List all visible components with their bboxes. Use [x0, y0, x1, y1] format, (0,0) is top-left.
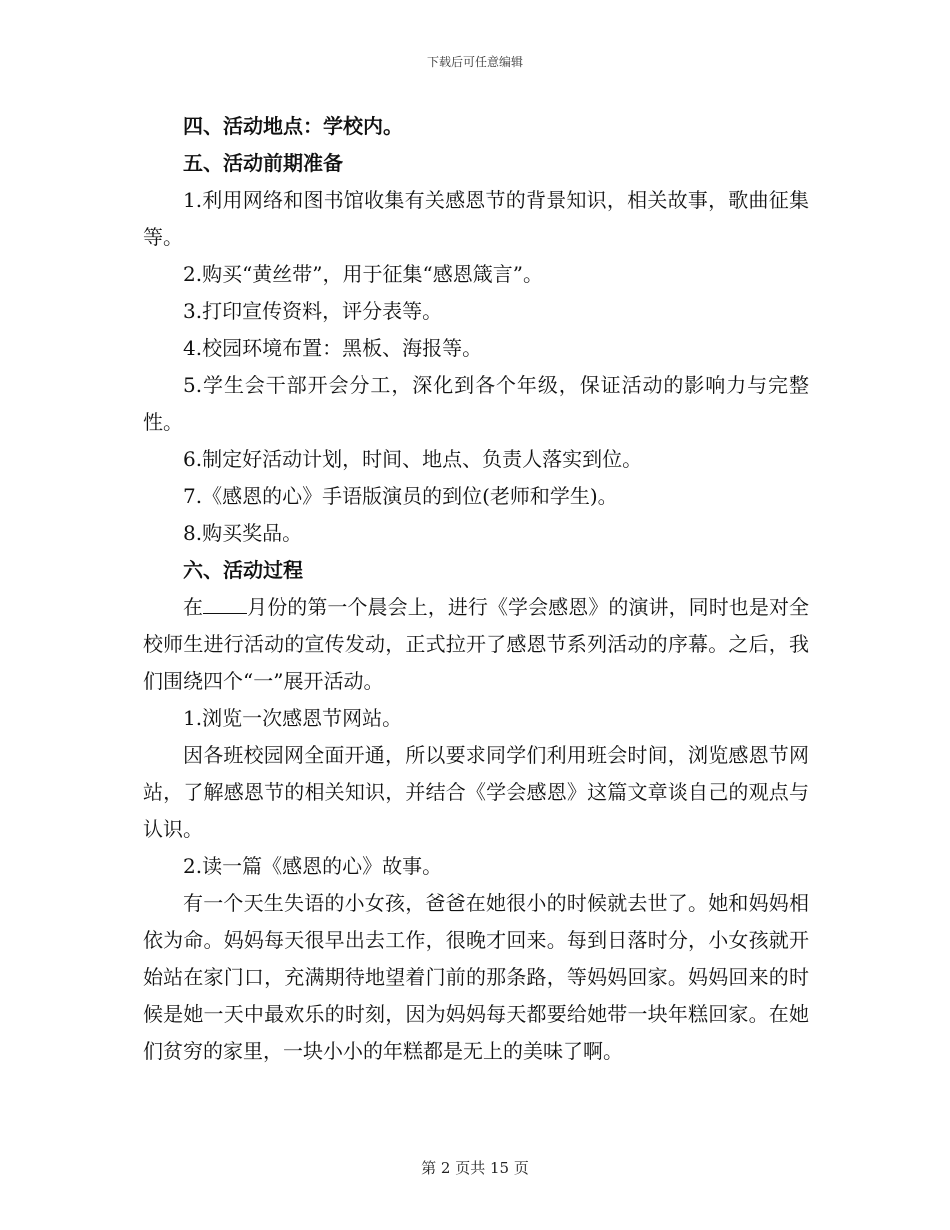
process-intro-text: 月份的第一个晨会上，进行《学会感恩》的演讲，同时也是对全校师生进行活动的宣传发动，正式拉开了感恩节系列活动的序幕。之后，我们围绕四个“一”展开活动。 [143, 595, 810, 693]
process-intro [143, 589, 809, 700]
prep-item-4: 4.校园环境布置：黑板、海报等。 [183, 336, 483, 360]
process-intro-lead: 在 [183, 595, 204, 619]
activity-2-text: 有一个天生失语的小女孩，爸爸在她很小的时候就去世了。她和妈妈相依为命。妈妈每天很早出去工作，很晚才回来。每到日落时分，小女孩就开始站在家门口，充满期待地望着门前的那条路，等妈妈回家。妈妈回来的时候是她一天中最欢乐的时刻，因为妈妈每天都要给她带一块年糕回家。在她们贫穷的家里，一块小小的年糕都是无上的美味了啊。 [143, 891, 809, 1063]
prep-item-1: 1.利用网络和图书馆收集有关感恩节的背景知识，相关故事，歌曲征集等。 [143, 188, 809, 249]
document-body [143, 108, 809, 1070]
prep-item-2: 2.购买“黄丝带”，用于征集“感恩箴言”。 [183, 262, 543, 286]
prep-item-8: 8.购买奖品。 [183, 521, 303, 545]
section-4-heading: 四、活动地点：学校内。 [183, 114, 403, 138]
activity-2-title: 2.读一篇《感恩的心》故事。 [183, 854, 443, 878]
prep-item-5: 5.学生会干部开会分工，深化到各个年级，保证活动的影响力与完整性。 [143, 373, 809, 434]
prep-item-7: 7.《感恩的心》手语版演员的到位(老师和学生)。 [183, 484, 618, 508]
activity-1-title: 1.浏览一次感恩节网站。 [183, 706, 403, 730]
month-blank [203, 595, 247, 614]
prep-item-6: 6.制定好活动计划，时间、地点、负责人落实到位。 [183, 447, 643, 471]
section-5-heading: 五、活动前期准备 [183, 151, 343, 175]
activity-1-text: 因各班校园网全面开通，所以要求同学们利用班会时间，浏览感恩节网站，了解感恩节的相关知识，并结合《学会感恩》这篇文章谈自己的观点与认识。 [143, 743, 809, 841]
prep-item-3: 3.打印宣传资料，评分表等。 [183, 299, 443, 323]
page-header: 下载后可任意编辑 [426, 55, 523, 69]
page-footer: 第 2 页共 15 页 [421, 1159, 529, 1177]
section-6-heading: 六、活动过程 [183, 558, 303, 582]
